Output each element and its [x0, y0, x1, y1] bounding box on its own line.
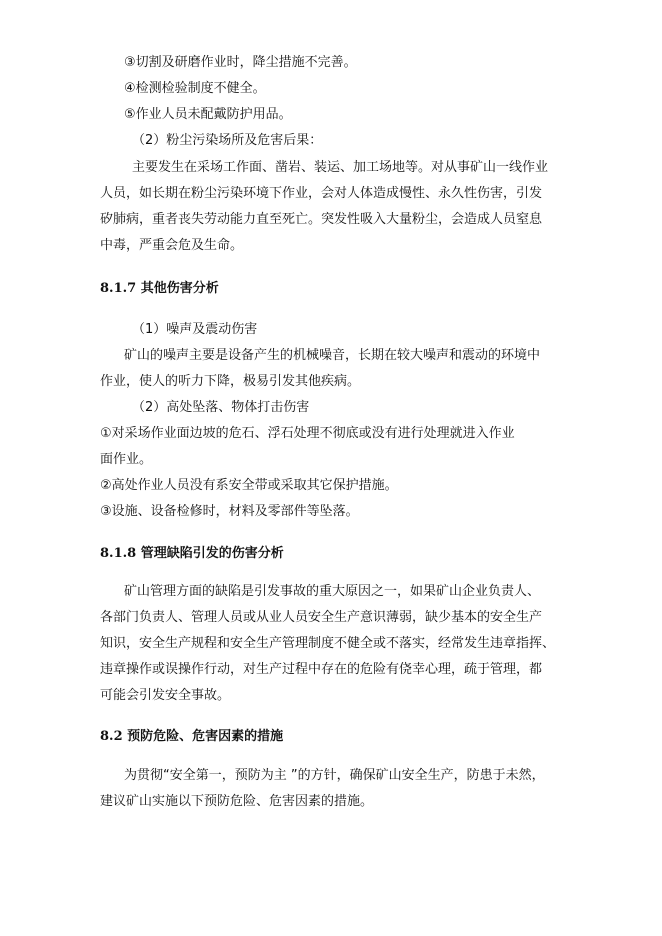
list-item: ①对采场作业面边坡的危石、浮石处理不彻底或没有进行处理就进入作业 [100, 426, 515, 441]
section-heading: 8.1.8 管理缺陷引发的伤害分析 [100, 546, 284, 561]
paragraph-line: 矿山管理方面的缺陷是引发事故的重大原因之一，如果矿山企业负责人、 [124, 584, 541, 599]
paragraph-line: 可能会引发安全事故。 [100, 688, 231, 703]
paragraph-line: 中毒，严重会危及生命。 [100, 238, 244, 253]
paragraph-line: 人员，如长期在粉尘污染环境下作业，会对人体造成慢性、永久性伤害，引发 [100, 186, 543, 201]
paragraph-line: 知识，安全生产规程和安全生产管理制度不健全或不落实，经常发生违章指挥、 [100, 636, 556, 651]
paragraph-line: 矿山的噪声主要是设备产生的机械噪音，长期在较大噪声和震动的环境中 [124, 348, 541, 363]
section-heading: 8.1.7 其他伤害分析 [100, 281, 219, 296]
list-item: ③切割及研磨作业时，降尘措施不完善。 [124, 55, 357, 70]
list-item: ④检测检验制度不健全。 [124, 81, 266, 96]
subsection-title: （1）噪声及震动伤害 [132, 322, 258, 337]
section-heading: 8.2 预防危险、危害因素的措施 [100, 729, 284, 744]
subsection-title: （2）粉尘污染场所及危害后果： [132, 133, 323, 148]
subsection-title: （2）高处坠落、物体打击伤害 [132, 400, 310, 415]
paragraph-line: 各部门负责人、管理人员或从业人员安全生产意识薄弱，缺少基本的安全生产 [100, 610, 543, 625]
list-item: ⑤作业人员未配戴防护用品。 [124, 107, 292, 122]
list-item-continued: 面作业。 [100, 452, 153, 467]
paragraph-line: 建议矿山实施以下预防危险、危害因素的措施。 [100, 794, 374, 809]
paragraph-line: 为贯彻“安全第一，预防为主 ”的方针，确保矿山安全生产，防患于未然， [124, 768, 545, 783]
list-item: ②高处作业人员没有系安全带或采取其它保护措施。 [100, 478, 398, 493]
list-item: ③设施、设备检修时，材料及零部件等坠落。 [100, 504, 359, 519]
paragraph-line: 作业，使人的听力下降，极易引发其他疾病。 [100, 374, 361, 389]
paragraph-line: 主要发生在采场工作面、凿岩、装运、加工场地等。对从事矿山一线作业 [132, 160, 549, 175]
paragraph-line: 违章操作或误操作行动，对生产过程中存在的危险有侥幸心理，疏于管理，都 [100, 662, 543, 677]
paragraph-line: 矽肺病，重者丧失劳动能力直至死亡。突发性吸入大量粉尘，会造成人员窒息 [100, 212, 543, 227]
